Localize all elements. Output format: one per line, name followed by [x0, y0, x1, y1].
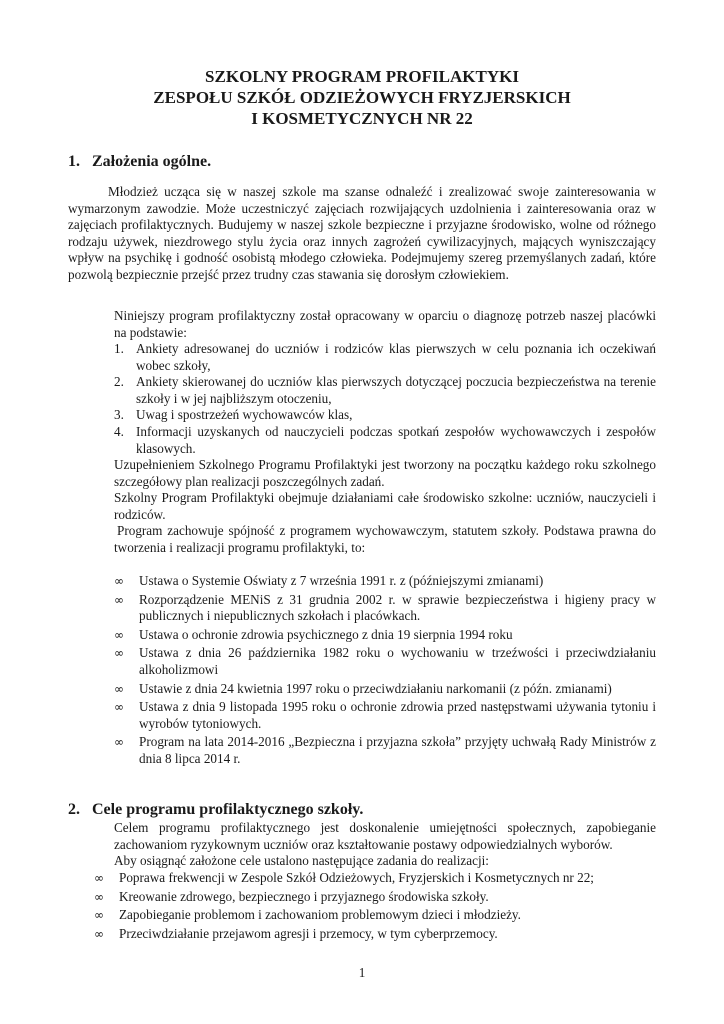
document-title [0, 66, 724, 129]
list-item: 1. Ankiety adresowanej do uczniów i rodziców klas pierwszych w celu poznania ich oczekiwań wobec szkoły, [114, 341, 656, 373]
section-1-heading [68, 152, 211, 172]
infinity-bullet-icon: ∞ [114, 681, 124, 696]
list-item: ∞ Ustawa z dnia 9 listopada 1995 roku o ochronie zdrowia przed następstwami używania tytoniu i wyrobów tytoniowych. [114, 699, 656, 731]
list-item: ∞ Ustawa o ochronie zdrowia psychicznego z dnia 19 sierpnia 1994 roku [114, 626, 513, 642]
section-number: 1. [68, 153, 80, 170]
paragraph: Program zachowuje spójność z programem wychowawczym, statutem szkoły. Podstawa prawna do tworzenia i realizacji programu profilaktyki, to: [114, 523, 656, 555]
section-title: Cele programu profilaktycznego szkoły. [92, 801, 364, 818]
section-title: Założenia ogólne. [92, 153, 212, 170]
tasks-list [94, 870, 656, 944]
infinity-bullet-icon: ∞ [114, 574, 124, 588]
intro-paragraph: Młodzież ucząca się w naszej szkole ma szanse odnaleźć i zrealizować swoje zainteresowania w wymarzonym zawodzie. Może uczestniczyć zajęciach rozwijających uzdolnienia i zainteresowania oraz w zajęciach profilaktycznych. Budujemy w naszej szkole bezpieczne i przyjazne środowisko, wolne od różnego rodzaju używek, niezdrowego stylu życia oraz innych zagrożeń cywilizacyjnych, mających wyniszczający wpływ na psychikę i godność osobistą młodego człowieka. Podejmujemy szereg przemyślanych zadań, które pozwolą bezpiecznie przejść przez trudny czas stawania się dorosłym człowiekiem. [68, 184, 656, 282]
list-item: ∞ Ustawa z dnia 26 października 1982 roku o wychowaniu w trzeźwości i przeciwdziałaniu alkoholizmowi [114, 645, 656, 677]
paragraph: Szkolny Program Profilaktyki obejmuje działaniami całe środowisko szkolne: uczniów, nauczycieli i rodziców. [114, 490, 656, 522]
list-item: ∞ Przeciwdziałanie przejawom agresji i przemocy, w tym cyberprzemocy. [94, 925, 498, 941]
infinity-bullet-icon: ∞ [94, 926, 104, 941]
paragraph: Aby osiągnąć założone cele ustalono następujące zadania do realizacji: [114, 853, 489, 868]
infinity-bullet-icon: ∞ [114, 700, 124, 715]
list-item: ∞ Program na lata 2014-2016 „Bezpieczna i przyjazna szkoła” przyjęty uchwałą Rady Ministrów z dnia 8 lipca 2014 r. [114, 734, 656, 766]
page-number: 1 [358, 965, 366, 980]
list-item: 3. Uwag i spostrzeżeń wychowawców klas, [114, 407, 353, 423]
list-item: ∞ Ustawie z dnia 24 kwietnia 1997 roku o przeciwdziałaniu narkomanii (z późn. zmianami) [114, 680, 612, 696]
section-2-heading [68, 800, 363, 820]
legal-basis-list [114, 573, 656, 770]
list-item: ∞ Kreowanie zdrowego, bezpiecznego i przyjaznego środowiska szkoły. [94, 888, 489, 904]
list-item: ∞ Zapobieganie problemom i zachowaniom problemowym dzieci i młodzieży. [94, 907, 521, 923]
infinity-bullet-icon: ∞ [114, 735, 124, 750]
infinity-bullet-icon: ∞ [114, 592, 124, 607]
list-item: 2. Ankiety skierowanej do uczniów klas pierwszych dotyczącej poczucia bezpieczeństwa na terenie szkoły i w jej najbliższym otoczeniu, [114, 374, 656, 406]
paragraph: Uzupełnieniem Szkolnego Programu Profilaktyki jest tworzony na początku każdego roku szkolnego szczegółowy plan realizacji poszczególnych zadań. [114, 457, 656, 489]
list-item: ∞ Poprawa frekwencji w Zespole Szkół Odzieżowych, Fryzjerskich i Kosmetycznych nr 22; [94, 870, 594, 885]
section-number: 2. [68, 801, 80, 818]
infinity-bullet-icon: ∞ [114, 646, 124, 661]
list-item: ∞ Ustawa o Systemie Oświaty z 7 września 1991 r. z (późniejszymi zmianami) [114, 573, 544, 588]
basis-intro: Niniejszy program profilaktyczny został opracowany w oparciu o diagnozę potrzeb naszej placówki na podstawie: [114, 308, 656, 340]
infinity-bullet-icon: ∞ [94, 871, 104, 885]
title-line: I KOSMETYCZNYCH NR 22 [251, 109, 473, 128]
title-line: ZESPOŁU SZKÓŁ ODZIEŻOWYCH FRYZJERSKICH [153, 88, 571, 107]
infinity-bullet-icon: ∞ [94, 889, 104, 904]
infinity-bullet-icon: ∞ [114, 627, 124, 642]
paragraph: Celem programu profilaktycznego jest doskonalenie umiejętności społecznych, zapobieganie zachowaniom ryzykownym uczniów oraz kształtowanie postawy odpowiedzialnych wyborów. [114, 820, 656, 852]
title-line: SZKOLNY PROGRAM PROFILAKTYKI [205, 67, 519, 86]
list-item: ∞ Rozporządzenie MENiS z 31 grudnia 2002 r. w sprawie bezpieczeństwa i higieny pracy w publicznych i niepublicznych szkołach i placówkach. [114, 591, 656, 624]
basis-list [114, 341, 656, 457]
infinity-bullet-icon: ∞ [94, 908, 104, 923]
list-item: 4. Informacji uzyskanych od nauczycieli podczas spotkań zespołów wychowawczych i zespołów klasowych. [114, 423, 656, 456]
